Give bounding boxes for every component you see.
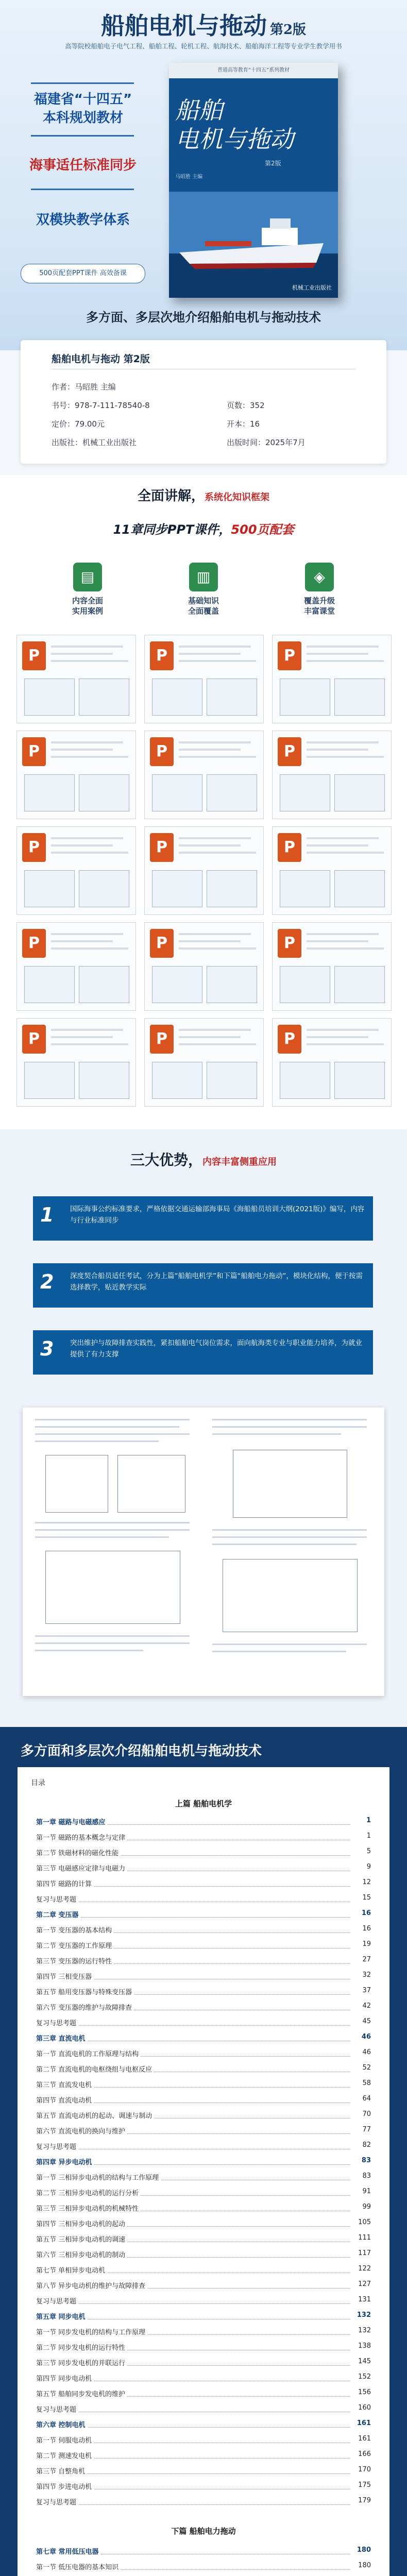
toc-entry: 第三节 电磁感应定律与电磁力 9 — [36, 1863, 371, 1873]
framework-section — [0, 475, 407, 1129]
framework-banner: 11章同步PPT课件，500页配套 — [113, 522, 294, 537]
toc-entry: 第四节 三相异步电动机的起动 105 — [36, 2218, 371, 2228]
toc-entry: 第一节 同步发电机的结构与工作原理 132 — [36, 2327, 371, 2336]
ppt-slide-thumbnail — [144, 635, 264, 723]
ppt-slide-thumbnail — [272, 731, 392, 819]
toc-entry: 第一节 变压器的基本结构 16 — [36, 1925, 371, 1935]
info-isbn: 书号：978-7-111-78540-8 — [52, 401, 150, 410]
cover-series: 普通高等教育“十四五”系列教材 — [169, 63, 338, 78]
ppt-slide-thumbnail — [16, 635, 136, 723]
ppt-icon: P — [22, 1025, 46, 1054]
framework-heading: 全面讲解，系统化知识框架 — [137, 488, 269, 504]
info-publisher: 出版社：机械工业出版社 — [52, 438, 137, 447]
toc-entry: 第一节 直流电机的工作原理与结构 46 — [36, 2048, 371, 2058]
toc-entry: 复习与思考题 82 — [36, 2141, 371, 2151]
toc-entry: 第五节 三相异步电动机的调速 111 — [36, 2234, 371, 2244]
ppt-icon: P — [22, 833, 46, 862]
toc-entry: 第二节 三相异步电动机的运行分析 91 — [36, 2188, 371, 2197]
hero-heading: 多方面、多层次地介绍船舶电机与拖动技术 — [86, 310, 321, 325]
ppt-icon: P — [150, 1025, 174, 1054]
info-pages: 页数：352 — [227, 401, 265, 410]
feature-chip: ▤ 内容全面 实用案例 — [41, 563, 134, 616]
ppt-slide-thumbnail — [144, 826, 264, 915]
info-author: 作者：马昭胜 主编 — [52, 382, 116, 392]
toc-entry: 第六节 变压器的维护与故障排查 42 — [36, 2002, 371, 2012]
toc-entry: 第二节 同步发电机的运行特性 138 — [36, 2342, 371, 2352]
hero-edition: 第2版 — [269, 22, 307, 38]
divider — [31, 135, 134, 137]
toc-section — [0, 1727, 407, 2576]
toc-entry: 第四节 三相变压器 32 — [36, 1971, 371, 1981]
toc-entry: 第三节 自整角机 170 — [36, 2466, 371, 2476]
toc-label: 目录 — [31, 1779, 45, 1787]
ppt-icon: P — [150, 833, 174, 862]
hero-section — [0, 0, 407, 350]
advantage-item: 1 国际海事公约标准要求，严格依据交通运输部海事局《海船船员培训大纲(2021版)》编写，内容与行业标准同步 — [33, 1196, 373, 1241]
toc-chapter: 第三章 直流电机 46 — [36, 2033, 371, 2043]
ppt-icon: P — [22, 929, 46, 958]
toc-chapter: 第二章 变压器 16 — [36, 1909, 371, 1919]
toc-entry: 第四节 步进电动机 175 — [36, 2481, 371, 2491]
cover-title: 船舶 电机与拖动 — [175, 96, 294, 153]
circuit-figure — [223, 1559, 358, 1632]
ppt-icon: P — [150, 929, 174, 958]
book-info-section — [0, 335, 407, 474]
circuit-figure — [45, 1551, 180, 1624]
toc-entry: 第二节 变压器的工作原理 19 — [36, 1940, 371, 1950]
ppt-icon: P — [278, 833, 301, 862]
ppt-slide-thumbnail — [144, 1018, 264, 1107]
toc-entry: 第五节 直流电动机的起动、调速与制动 70 — [36, 2110, 371, 2120]
toc-entry: 第五节 船用变压器与特殊变压器 37 — [36, 1987, 371, 1996]
toc-entry: 复习与思考题 15 — [36, 1894, 371, 1904]
circuit-figure — [117, 1455, 185, 1513]
advantage-item: 3 突出维护与故障排查实践性，紧扣船舶电气岗位需求，面向航海类专业与职业能力培养，为就业提供了有力支撑 — [33, 1330, 373, 1375]
cover-edition: 第2版 — [265, 160, 281, 167]
toc-heading: 多方面和多层次介绍船舶电机与拖动技术 — [21, 1743, 262, 1759]
book-cover — [169, 63, 338, 298]
toc-entry: 第一节 三相异步电动机的结构与工作原理 83 — [36, 2172, 371, 2182]
toc-page — [18, 1767, 389, 2576]
part-title: 上篇 船舶电机学 — [175, 1799, 232, 1808]
ppt-badge: 500页配套PPT课件 高效备课 — [21, 264, 145, 283]
part-title: 下篇 船舶电力拖动 — [171, 2527, 236, 2536]
toc-entry: 第五节 船舶同步发电机的维护 156 — [36, 2388, 371, 2398]
toc-entry: 第六节 三相异步电动机的制动 117 — [36, 2249, 371, 2259]
feature-chip: ◈ 覆盖升级 丰富课堂 — [273, 563, 366, 616]
toc-entry: 第三节 三相异步电动机的机械特性 99 — [36, 2203, 371, 2213]
ppt-icon: P — [150, 641, 174, 670]
book-info-card — [21, 340, 386, 464]
cover-publisher: 机械工业出版社 — [292, 284, 332, 291]
divider — [31, 189, 134, 190]
ppt-icon: P — [278, 1025, 301, 1054]
hero-title: 船舶电机与拖动 第2版 — [100, 12, 307, 40]
ppt-icon: P — [278, 641, 301, 670]
feature-chip: ▥ 基础知识 全面覆盖 — [157, 563, 250, 616]
toc-chapter: 第七章 常用低压电器 180 — [36, 2546, 371, 2556]
slogan-modules: 双模块教学体系 — [36, 212, 130, 228]
ppt-icon: P — [278, 929, 301, 958]
advantages-section — [0, 1129, 407, 1727]
ppt-icon: P — [150, 737, 174, 766]
hero-subtitle: 高等院校船舶电子电气工程、船舶工程、轮机工程、航海技术、船舶海洋工程等专业学生教学用书 — [65, 42, 342, 50]
ppt-slide-thumbnail — [272, 922, 392, 1011]
slogan-plan-a: 福建省“十四五” — [33, 92, 132, 107]
toc-entry: 第二节 测速发电机 166 — [36, 2450, 371, 2460]
toc-entry: 第三节 直流发电机 58 — [36, 2079, 371, 2089]
toc-entry: 第七节 单相异步电动机 122 — [36, 2265, 371, 2275]
toc-entry: 第一节 磁路的基本概念与定律 1 — [36, 1832, 371, 1842]
ppt-slide-thumbnail — [16, 731, 136, 819]
ppt-icon: P — [22, 641, 46, 670]
info-date: 出版时间：2025年7月 — [227, 438, 306, 447]
info-price: 定价：79.00元 — [52, 419, 105, 429]
circuit-figure — [45, 1455, 108, 1513]
toc-entry: 第四节 直流电动机 64 — [36, 2095, 371, 2105]
ship-illustration — [169, 192, 338, 298]
cover-authors: 马昭胜 主编 — [175, 174, 203, 180]
toc-entry: 第八节 异步电动机的维护与故障排查 127 — [36, 2280, 371, 2290]
toc-entry: 第三节 变压器的运行特性 27 — [36, 1956, 371, 1965]
toc-chapter: 第四章 异步电动机 83 — [36, 2157, 371, 2166]
toc-entry: 第一节 低压电器的基本知识 180 — [36, 2562, 371, 2571]
classroom-icon: ◈ — [305, 563, 334, 591]
right-page — [212, 1419, 372, 1685]
toc-entry: 第四节 磁路的计算 12 — [36, 1878, 371, 1888]
clipboard-icon: ▥ — [189, 563, 218, 591]
divider — [31, 82, 134, 84]
toc-entry: 复习与思考题 131 — [36, 2296, 371, 2306]
toc-entry: 复习与思考题 160 — [36, 2404, 371, 2414]
toc-entry: 第六节 直流电机的换向与维护 77 — [36, 2126, 371, 2136]
ppt-slide-thumbnail — [272, 635, 392, 723]
ppt-slide-thumbnail — [16, 826, 136, 915]
info-format: 开本：16 — [227, 419, 260, 429]
ppt-slide-thumbnail — [16, 922, 136, 1011]
toc-chapter: 第一章 磁路与电磁感应 1 — [36, 1817, 371, 1826]
left-page — [35, 1419, 195, 1685]
ppt-icon: P — [278, 737, 301, 766]
ppt-icon: P — [22, 737, 46, 766]
toc-entry: 第二节 铁磁材料的磁化性能 5 — [36, 1848, 371, 1857]
ppt-slide-thumbnail — [272, 1018, 392, 1107]
book-icon: ▤ — [73, 563, 102, 591]
toc-chapter: 第五章 同步电机 132 — [36, 2311, 371, 2321]
toc-chapter: 第六章 控制电机 161 — [36, 2419, 371, 2429]
book-spread-preview — [23, 1408, 384, 1696]
toc-entry: 第四节 同步电动机 152 — [36, 2373, 371, 2383]
ppt-slide-thumbnail — [144, 922, 264, 1011]
ppt-slide-thumbnail — [16, 1018, 136, 1107]
ppt-slide-thumbnail — [144, 731, 264, 819]
toc-entry: 第二节 直流电机的电枢绕组与电枢反应 52 — [36, 2064, 371, 2074]
slogan-plan-b: 本科规划教材 — [42, 110, 123, 126]
advantage-item: 2 深度契合船员适任考试，分为上篇“船舶电机学”和下篇“船舶电力拖动”，模块化结构，便于按需选择教学，贴近教学实际 — [33, 1263, 373, 1308]
toc-entry: 复习与思考题 179 — [36, 2497, 371, 2506]
info-title: 船舶电机与拖动 第2版 — [52, 353, 150, 365]
ppt-slide-thumbnail — [272, 826, 392, 915]
toc-entry: 第一节 伺服电动机 161 — [36, 2435, 371, 2445]
curve-figure — [233, 1450, 347, 1518]
toc-entry: 第三节 同步发电机的并联运行 145 — [36, 2358, 371, 2367]
advantages-heading: 三大优势，内容丰富侧重应用 — [130, 1151, 277, 1168]
slogan-standard: 海事适任标准同步 — [29, 158, 137, 173]
toc-entry: 复习与思考题 45 — [36, 2018, 371, 2027]
